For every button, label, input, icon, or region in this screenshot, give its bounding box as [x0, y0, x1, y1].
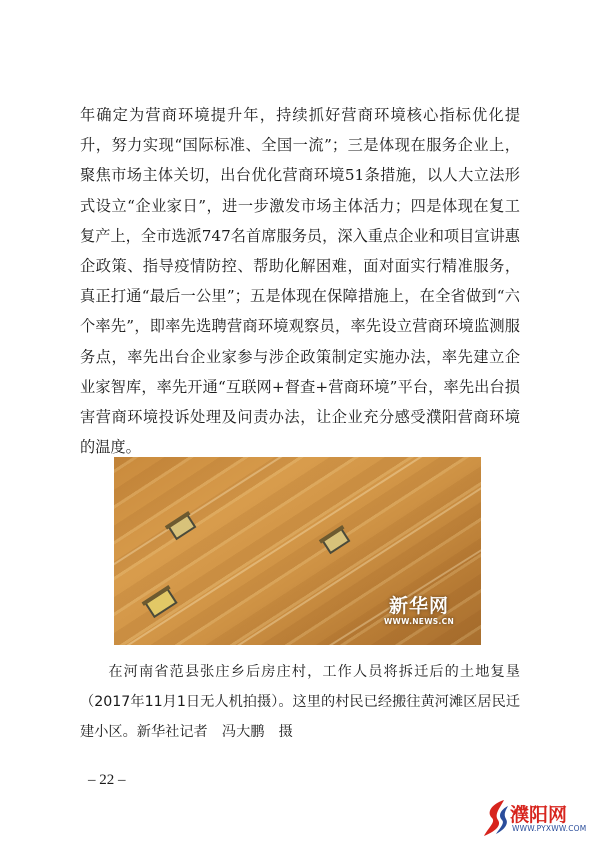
harvester-bottom — [142, 585, 180, 619]
page-number: – 22 – — [88, 772, 126, 788]
caption-text: 在河南省范县张庄乡后房庄村，工作人员将拆迁后的土地复垦（2017年11月1日无人机拍摄）。这里的村民已经搬往黄河滩区居民迁建小区。新华社记者 冯大鹏 摄 — [80, 664, 520, 740]
body-paragraph: 年确定为营商环境提升年，持续抓好营商环境核心指标优化提升，努力实现“国际标准、全国一流”；三是体现在服务企业上，聚焦市场主体关切，出台优化营商环境51条措施，以人大立法形式设立“企业家日”，进一步激发市场主体活力；四是体现在复工复产上，全市选派747名首席服务员，深入重点企业和项目宣讲惠企政策、指导疫情防控、帮助化解困难，面对面实行精准服务，真正打通“最后一公里”；五是体现在保障措施上，在全省做到“六个率先”，即率先选聘营商环境观察员，率先设立营商环境监测服务点，率先出台企业家参与涉企政策制定实施办法，率先建立企业家智库，率先开通“互联网+督查+营商环境”平台，率先出台损害营商环境投诉处理及问责办法，让企业充分感受濮阳营商环境的温度。 — [80, 106, 520, 457]
body-text — [80, 100, 520, 462]
harvester-top — [165, 511, 198, 541]
aerial-farmland-photo — [114, 457, 481, 645]
xinhua-watermark — [369, 595, 469, 626]
harvester-middle — [319, 525, 352, 555]
site-logo-url: WWW.PYXWW.COM — [512, 824, 587, 833]
site-logo — [482, 796, 594, 840]
watermark-url-text: WWW.NEWS.CN — [383, 617, 455, 626]
site-logo-name: 濮阳网 — [510, 804, 568, 826]
photo-caption — [80, 657, 520, 747]
watermark-logo-text: 新华网 — [388, 595, 449, 617]
swirl-logo-icon — [482, 798, 512, 838]
